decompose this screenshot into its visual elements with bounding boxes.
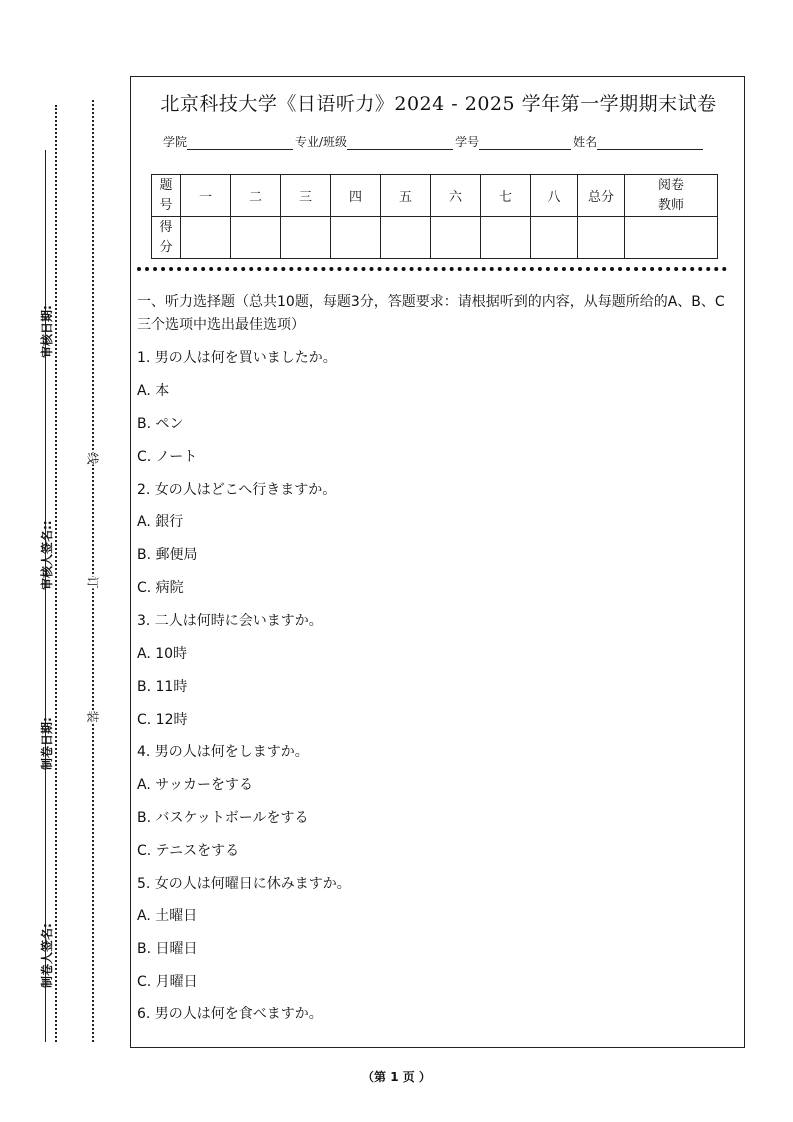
score-col-7: 七 — [481, 175, 531, 217]
field-name-blank[interactable] — [597, 137, 703, 150]
score-cell[interactable] — [578, 217, 625, 259]
preparer-signature-label: 制卷人签名: — [40, 923, 54, 988]
score-cell[interactable] — [181, 217, 231, 259]
score-col-grader: 阅卷 教师 — [625, 175, 718, 217]
field-id-label: 学号 — [455, 135, 480, 149]
score-col-total: 总分 — [578, 175, 625, 217]
score-col-5: 五 — [381, 175, 431, 217]
option-5b: B. 日曜日 — [137, 941, 198, 957]
field-college-label: 学院 — [163, 135, 188, 149]
question-1: 1. 男の人は何を買いましたか。 — [137, 350, 337, 366]
option-2c: C. 病院 — [137, 580, 184, 596]
cut-dotted-line — [55, 105, 57, 1042]
section-instructions: 一、听力选择题（总共10题，每题3分，答题要求：请根据听到的内容，从每题所给的A、B、C三个选项中选出最佳选项） — [137, 294, 725, 333]
cut-char-line: 线 — [83, 452, 104, 464]
question-3: 3. 二人は何時に会いますか。 — [137, 613, 323, 629]
cut-char-mount: 装 — [83, 710, 104, 722]
cut-char-bind: 订 — [83, 576, 104, 588]
option-4a: A. サッカーをする — [137, 777, 253, 793]
score-cell[interactable] — [331, 217, 381, 259]
option-3b: B. 11時 — [137, 679, 188, 695]
score-header-label: 题 号 — [152, 175, 181, 217]
exam-frame — [130, 76, 745, 1048]
question-6: 6. 男の人は何を食べますか。 — [137, 1006, 323, 1022]
score-col-3: 三 — [281, 175, 331, 217]
question-5: 5. 女の人は何曜日に休みますか。 — [137, 876, 351, 892]
score-cell[interactable] — [231, 217, 281, 259]
field-college-blank[interactable] — [187, 137, 293, 150]
score-row-label: 得 分 — [152, 217, 181, 259]
option-4b: B. バスケットボールをする — [137, 810, 309, 826]
score-col-1: 一 — [181, 175, 231, 217]
question-4: 4. 男の人は何をしますか。 — [137, 744, 309, 760]
score-col-2: 二 — [231, 175, 281, 217]
score-cell[interactable] — [431, 217, 481, 259]
score-cell[interactable] — [281, 217, 331, 259]
field-major-label: 专业/班级 — [295, 135, 348, 149]
reviewer-signature-label: 审核人签名:: — [40, 520, 54, 590]
binding-line — [45, 150, 46, 1042]
student-info-row — [163, 133, 705, 150]
option-4c: C. テニスをする — [137, 843, 240, 859]
score-cell[interactable] — [481, 217, 531, 259]
option-3a: A. 10時 — [137, 646, 188, 662]
field-name-label: 姓名 — [573, 135, 598, 149]
score-col-4: 四 — [331, 175, 381, 217]
field-major-blank[interactable] — [347, 137, 453, 150]
score-col-6: 六 — [431, 175, 481, 217]
score-cell[interactable] — [381, 217, 431, 259]
option-1a: A. 本 — [137, 383, 170, 399]
score-cell[interactable] — [531, 217, 578, 259]
option-1b: B. ペン — [137, 416, 184, 432]
option-3c: C. 12時 — [137, 712, 188, 728]
option-5a: A. 土曜日 — [137, 908, 198, 924]
field-id-blank[interactable] — [479, 137, 571, 150]
page-number: （第 1 页 ） — [362, 1070, 431, 1084]
option-5c: C. 月曜日 — [137, 974, 198, 990]
score-table — [151, 174, 718, 259]
review-date-label: 审核日期: — [40, 305, 54, 358]
score-col-8: 八 — [531, 175, 578, 217]
prepare-date-label: 制卷日期: — [40, 717, 54, 770]
dotted-separator — [137, 267, 727, 271]
option-1c: C. ノート — [137, 449, 198, 465]
score-cell[interactable] — [625, 217, 718, 259]
cut-dotted-line-outer — [92, 100, 94, 1042]
option-2a: A. 銀行 — [137, 514, 184, 530]
question-2: 2. 女の人はどこへ行きますか。 — [137, 482, 337, 498]
option-2b: B. 郵便局 — [137, 547, 198, 563]
exam-title: 北京科技大学《日语听力》2024 - 2025 学年第一学期期末试卷 — [160, 93, 717, 115]
